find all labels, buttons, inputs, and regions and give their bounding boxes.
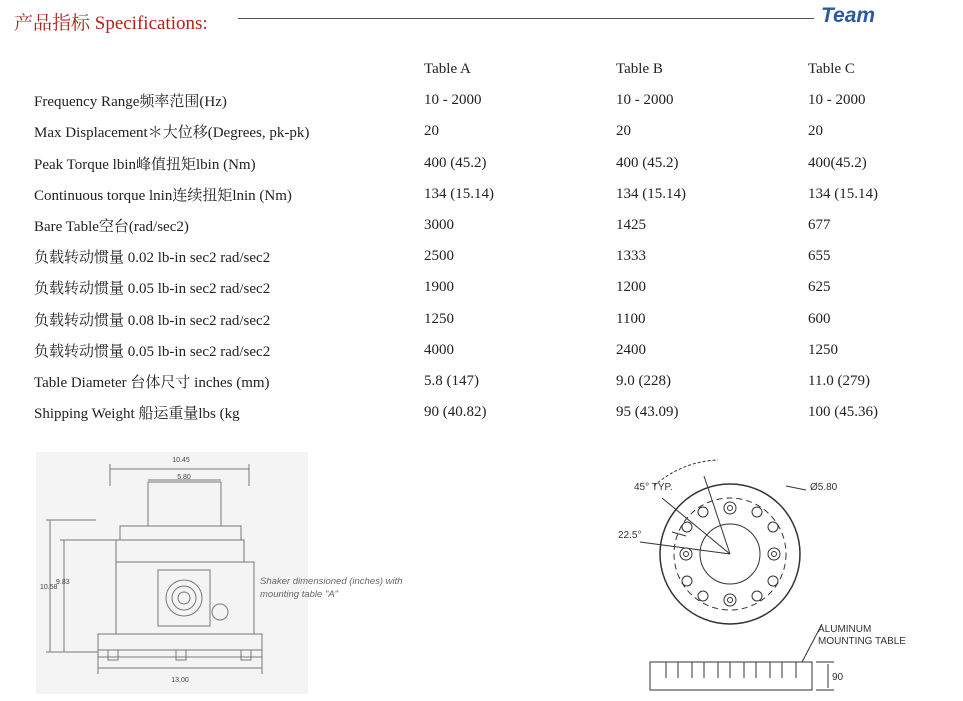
row-label: Frequency Range频率范围(Hz) [34, 94, 227, 111]
cell-table-b: 1425 [616, 217, 646, 234]
cell-table-c: 677 [808, 217, 831, 234]
table-row [28, 116, 938, 147]
table-row [28, 210, 938, 241]
cell-table-a: 20 [424, 123, 439, 140]
caption-line-1: Shaker dimensioned (inches) with [260, 576, 403, 587]
row-label: 负载转动惯量 0.05 lb-in sec2 rad/sec2 [34, 281, 271, 298]
cell-table-b: 134 (15.14) [616, 185, 686, 202]
cell-table-a: 1900 [424, 279, 454, 296]
cell-table-b: 10 - 2000 [616, 92, 674, 109]
material-label-line-1: ALUMINUM [818, 624, 872, 635]
row-label: Shipping Weight 船运重量lbs (kg [34, 406, 240, 423]
cell-table-c: 625 [808, 279, 831, 296]
cell-table-a: 134 (15.14) [424, 185, 494, 202]
angle-label: 45° TYP. [634, 482, 673, 493]
column-header-table-b: Table B [616, 61, 663, 78]
spec-table [28, 54, 938, 428]
column-header-table-a: Table A [424, 61, 471, 78]
cell-table-c: 600 [808, 310, 831, 327]
cell-table-c: 100 (45.36) [808, 404, 878, 421]
table-row [28, 241, 938, 272]
column-header-label [28, 54, 424, 85]
cell-table-b: 20 [616, 123, 631, 140]
offset-angle-label: 22.5° [618, 530, 642, 541]
table-row [28, 148, 938, 179]
table-row [28, 304, 938, 335]
cell-table-b: 95 (43.09) [616, 404, 679, 421]
table-header-row [28, 54, 938, 85]
cell-table-a: 90 (40.82) [424, 404, 487, 421]
shaker-side-view-drawing [36, 452, 308, 694]
cell-table-a: 2500 [424, 248, 454, 265]
table-row [28, 179, 938, 210]
brand-logo: Team [821, 4, 876, 27]
dim-width-inner: 5.80 [177, 474, 191, 481]
row-label: 负载转动惯量 0.08 lb-in sec2 rad/sec2 [34, 312, 271, 329]
row-label: 负载转动惯量 0.05 lb-in sec2 rad/sec2 [34, 343, 271, 360]
cell-table-c: 11.0 (279) [808, 372, 870, 389]
cell-table-c: 134 (15.14) [808, 185, 878, 202]
cell-table-b: 400 (45.2) [616, 154, 679, 171]
cell-table-c: 10 - 2000 [808, 92, 866, 109]
cell-table-a: 4000 [424, 341, 454, 358]
cell-table-a: 5.8 (147) [424, 372, 479, 389]
table-row [28, 85, 938, 116]
row-label: Table Diameter 台体尺寸 inches (mm) [34, 374, 270, 391]
cell-table-b: 2400 [616, 341, 646, 358]
cell-table-a: 10 - 2000 [424, 92, 482, 109]
table-row [28, 366, 938, 397]
row-label: Peak Torque lbin峰值扭矩lbin (Nm) [34, 156, 256, 173]
material-label-line-2: MOUNTING TABLE [818, 636, 906, 647]
caption-line-2: mounting table "A" [260, 589, 339, 600]
cell-table-c: 655 [808, 248, 831, 265]
cell-table-b: 1333 [616, 248, 646, 265]
cell-table-a: 400 (45.2) [424, 154, 487, 171]
cell-table-c: 400(45.2) [808, 154, 867, 171]
table-row [28, 335, 938, 366]
height-label: 90 [832, 672, 844, 683]
row-label: Bare Table空台(rad/sec2) [34, 219, 189, 236]
header-divider [238, 18, 814, 19]
cell-table-a: 1250 [424, 310, 454, 327]
table-row [28, 397, 938, 428]
row-label: Continuous torque lnin连续扭矩lnin (Nm) [34, 187, 292, 204]
dim-height-total: 10.58 [40, 584, 58, 591]
cell-table-b: 9.0 (228) [616, 372, 671, 389]
dim-width-top: 10.45 [172, 457, 190, 464]
cell-table-c: 20 [808, 123, 823, 140]
cell-table-b: 1200 [616, 279, 646, 296]
row-label: Max Displacement＊大位移(Degrees, pk-pk) [34, 125, 310, 142]
cell-table-c: 1250 [808, 341, 838, 358]
shaker-caption [258, 574, 428, 604]
cell-table-a: 3000 [424, 217, 454, 234]
dim-width-base: 13.00 [171, 677, 189, 684]
page-title: 产品指标 Specifications: [14, 13, 208, 34]
row-label: 负载转动惯量 0.02 lb-in sec2 rad/sec2 [34, 250, 271, 267]
cell-table-b: 1100 [616, 310, 646, 327]
dim-height-inner: 9.83 [56, 579, 70, 586]
diameter-label: Ø5.80 [810, 482, 838, 493]
column-header-table-c: Table C [808, 61, 855, 78]
table-row [28, 272, 938, 303]
mounting-table-drawing [606, 452, 936, 698]
